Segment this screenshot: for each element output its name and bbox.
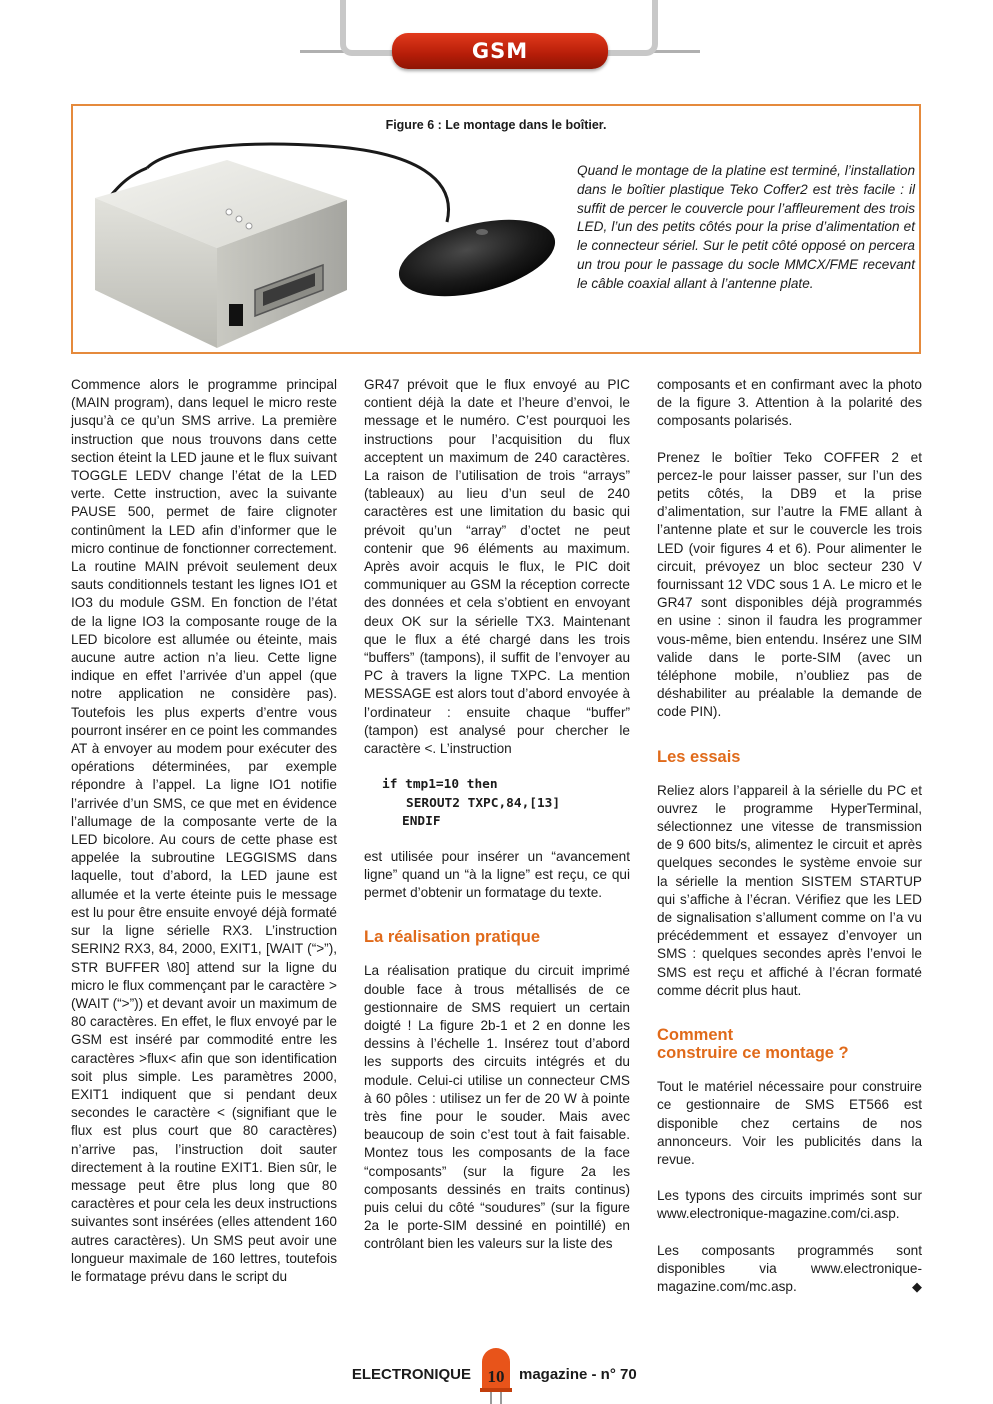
column-2 — [364, 376, 630, 1254]
figure-caption: Figure 6 : Le montage dans le boîtier. — [385, 118, 607, 132]
heading-line: Comment — [657, 1026, 734, 1045]
code-line: if tmp1=10 then — [382, 777, 498, 793]
paragraph: Commence alors le programme principal (MAIN program), dans lequel le micro reste jusqu’à ce qu’un SMS arrive. La première instruction que nous trouvons dans cette section éteint la LED jaune et le flux suivant TOGGLE LEDV change l’état de la LED verte. Cette instruction, avec la suivante PAUSE 500, permet de faire clignoter continûment la LED afin d’informer que le micro continue de fonctionner correctement. La routine MAIN prévoit seulement deux sauts conditionnels testant les lignes IO1 et IO3 du module GSM. En fonction de l’état de la ligne IO3 la composante rouge de la LED bicolore est allumée ou éteinte, mais aucune autre action n’a lieu. Cette ligne indique en effet l’arrivée d’un appel (que notre application ne considère pas). Toutefois les plus experts d’entre vous pourront insérer en ce point les commandes AT à envoyer au modem pour exécuter des opérations déterminées, par exemple répondre à l’appel. La ligne IO1 notifie l’arrivée d’un SMS, ce que met en évidence l’allumage de la composante verte de la LED bicolore. Au cours de cette phase est appelée la subroutine LEGGISMS dans laquelle, tout d’abord, la LED jaune est allumée et la verte éteinte puis le message est lu pour être ensuite envoyé déjà formaté sur la ligne sérielle RX3. L’instruction SERIN2 RX3, 84, 2000, EXIT1, [WAIT (“>”), STR BUFFER \80] attend sur la ligne du micro le flux commençant par le caractère > (WAIT (“>”)) et devant avoir un maximum de 80 caractères. En effet, le flux envoyé par le GSM est inséré par commodité entre les caractères >flux< afin que son identification soit plus simple. Les paramètres 2000, EXIT1 indiquent que si pendant deux secondes le caractère < (signifiant que le flux est plus court que 80 caractères) n’arrive pas, l’instruction doit sauter directement à la routine EXIT1. Bien sûr, le message peut être plus long que 80 caractères et pour cela les deux instructions suivantes sont insérées (elles attendent 160 autres caractères). Un SMS peut avoir une longueur maximale de 160 lettres, toutefois le formatage prévu dans le script du — [71, 377, 337, 1284]
device-photo — [87, 140, 557, 350]
paragraph: Reliez alors l’appareil à la sérielle du PC et ouvrez le programme HyperTerminal, sélectionnez une vitesse de transmission de 9 600 bits/s, alimentez le circuit et après quelques secondes le système envoie sur la sérielle la mention SISTEM STARTUP qui s’affiche à l’écran. Vérifiez que les LED de signalisation s’allument comme on l’a vu précédemment et essayez d’envoyer un SMS : quelques secondes après l’envoi le SMS est reçu et affiché à l’écran formaté comme décrit plus haut. — [657, 782, 922, 998]
paragraph-text: Les composants programmés sont disponibles via www.electronique-magazine.com/mc.asp. — [657, 1242, 922, 1294]
figure-box — [71, 104, 921, 354]
figure-description: Quand le montage de la platine est terminé, l’installation dans le boîtier plastique Teko Coffer2 est très facile : il suffit de percer le couvercle pour l’affleurement des trois LED, l’un des petits côtés pour la prise d’alimentation et le connecteur sériel. Sur le petit côté opposé on percera un trou pour le passage du socle MMCX/FME recevant le câble coaxial allant à l’antenne plate. — [577, 163, 915, 291]
code-line: ENDIF — [402, 814, 441, 830]
page-number: 10 — [487, 1367, 505, 1386]
section-heading-realisation: La réalisation pratique — [364, 928, 541, 947]
heading-line: construire ce montage ? — [657, 1044, 849, 1063]
column-1 — [71, 376, 337, 1286]
paragraph: Les typons des circuits imprimés sont sur www.electronique-magazine.com/ci.asp. — [657, 1188, 922, 1222]
paragraph: La réalisation pratique du circuit imprimé double face à trous métallisés de ce gestionnaire de SMS requiert un certain doigté ! La figure 2b-1 et 2 en donne les dessins à l’échelle 1. Insérez tout d’abord les supports des circuits intégrés et du module. Celui-ci utilise un connecteur CMS à 60 pôles : utilisez un fer de 20 W à pointe très fine pour le souder. Mais avec beaucoup de soin c’est tout à fait faisable. Montez tous les composants de la face “composants” (sur la figure 2a les composants dessinés en traits continus) puis celui du côté “soudures” (sur la figure 2a le porte-SIM dessiné en pointillé) en contrôlant bien les valeurs sur la liste des — [364, 963, 630, 1252]
column-3 — [657, 376, 922, 1296]
end-mark: ◆ — [912, 1278, 922, 1294]
paragraph: est utilisée pour insérer un “avancement ligne” quand un “à la ligne” est reçu, ce qui permet d’obtenir un formatage du texte. — [364, 848, 630, 901]
paragraph: composants et en confirmant avec la photo de la figure 3. Attention à la polarité des composants polarisés. — [657, 377, 922, 429]
code-block — [364, 776, 630, 832]
paragraph: Prenez le boîtier Teko COFFER 2 et percez-le pour laisser passer, sur l’un des petits côtés, la DB9 et la prise d’alimentation, sur l’autre la FME allant à l’antenne plate et sur le couvercle les trois LED (voir figures 4 et 6). Pour alimenter le circuit, prévoyez un bloc secteur 230 V fournissant 12 VDC sous 1 A. Le micro et le GR47 sont disponibles déjà programmés en usine : sinon il faudra les programmer vous-même, bien entendu. Insérez une SIM valide dans le porte-SIM (avec un téléphone mobile, n’oubliez pas de déshabiliter au préalable la demande de code PIN). — [657, 449, 922, 720]
paragraph: Tout le matériel nécessaire pour construire ce gestionnaire de SMS ET566 est disponible chez certains de nos annonceurs. Voir les publicités dans la revue. — [657, 1079, 922, 1167]
section-heading-comment — [657, 1026, 922, 1062]
led-page-number-icon — [478, 1348, 514, 1404]
section-heading-essais: Les essais — [657, 747, 741, 766]
footer-issue: magazine - n° 70 — [519, 1366, 637, 1383]
code-line: SEROUT2 TXPC,84,[13] — [406, 795, 561, 811]
paragraph-last — [657, 1242, 922, 1297]
section-tab: GSM — [392, 33, 608, 69]
footer-magazine-name: ELECTRONIQUE — [351, 1366, 471, 1383]
footer — [0, 1364, 993, 1392]
paragraph: GR47 prévoit que le flux envoyé au PIC contient déjà la date et l’heure d’envoi, le message et le numéro. C’est pourquoi les instructions pour l’acquisition du flux acceptent un maximum de 240 caractères. La raison de l’utilisation de trois “arrays” (tableaux) au lieu d’un seul de 240 caractères est une limitation du basic qui prévoit qu’un “array” d’octet ne peut contenir que 96 éléments au maximum. Après avoir acquis le flux, le PIC doit communiquer au GSM la réception correcte des données et cela s’obtient en envoyant deux OK sur la sérielle TX3. Maintenant que le flux a été chargé dans les trois “buffers” (tampons), il suffit de l’envoyer au PC à travers la ligne TXPC. La mention MESSAGE est alors tout d’abord envoyée à l’ordinateur : ensuite chaque “buffer” (tampon) est analysé pour chercher le caractère <. L’instruction — [364, 377, 630, 757]
